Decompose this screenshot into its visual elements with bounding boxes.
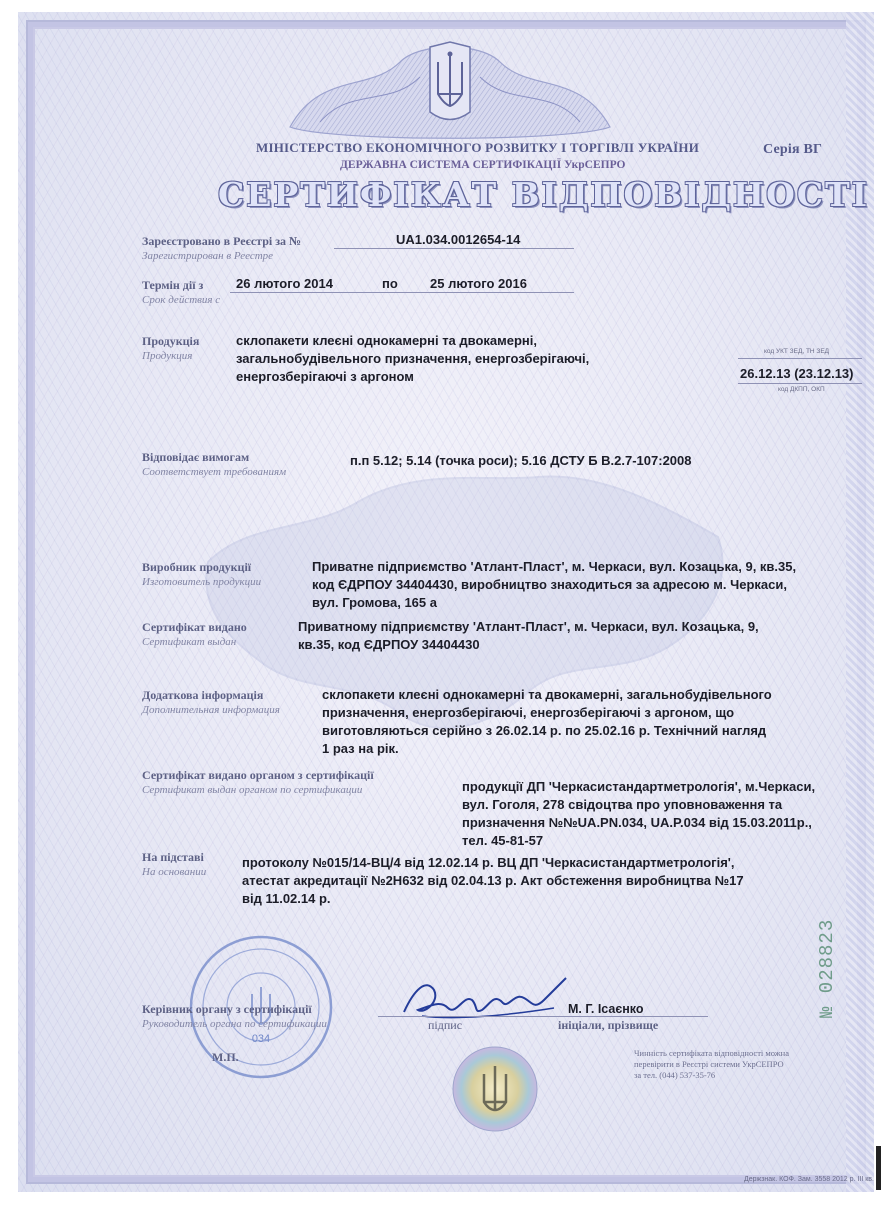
- stamp-number: 034: [251, 1033, 271, 1045]
- additional-info-label-ru: Дополнительная информация: [142, 704, 280, 716]
- manufacturer-line: вул. Громова, 165 а: [312, 595, 437, 610]
- verification-line: за тел. (044) 537-35-76: [634, 1070, 716, 1080]
- verification-line: перевірити в Реєстрі системи УкрСЕПРО: [634, 1059, 784, 1069]
- name-caption: ініціали, прізвище: [558, 1018, 659, 1032]
- manufacturer-label-ru: Изготовитель продукции: [142, 576, 262, 588]
- issued-to-label-ru: Сертификат выдан: [142, 636, 237, 648]
- ministry-title: МІНІСТЕРСТВО ЕКОНОМІЧНОГО РОЗВИТКУ І ТОРГІВЛІ УКРАЇНИ: [256, 140, 700, 155]
- validity-to: 25 лютого 2016: [430, 276, 527, 291]
- issuer-line: тел. 45-81-57: [462, 833, 544, 848]
- issued-to-line: Приватному підприємству 'Атлант-Пласт', м. Черкаси, вул. Козацька, 9,: [298, 619, 759, 634]
- head-label-ru: Руководитель органа по сертификации: [142, 1018, 327, 1030]
- issuer-line: вул. Гоголя, 278 свідоцтва про уповноваження та: [462, 797, 783, 812]
- hologram-trident-icon: [450, 1044, 540, 1134]
- manufacturer-details: [312, 558, 796, 612]
- product-line: загальнобудівельного призначення, енергозберігаючі,: [236, 351, 590, 366]
- product-code: 26.12.13 (23.12.13): [740, 366, 854, 381]
- requirements-label-ru: Соответствует требованиям: [142, 466, 287, 478]
- head-label: Керівник органу з сертифікації: [142, 1002, 312, 1016]
- basis-line: атестат акредитації №2Н632 від 02.04.13 р. Акт обстеження виробництва №17: [242, 873, 744, 888]
- issuer-label: Сертифікат видано органом з сертифікації: [142, 768, 374, 782]
- issued-to-label: Сертифікат видано: [142, 620, 247, 634]
- validity-to-label: по: [382, 276, 398, 291]
- issuer-details: [462, 778, 815, 850]
- basis-details: [242, 854, 744, 908]
- certificate-form: [18, 12, 874, 1192]
- additional-line: 1 раз на рік.: [322, 741, 399, 756]
- certificate-title: СЕРТИФІКАТ ВІДПОВІДНОСТІ: [218, 175, 870, 214]
- series-label: Серія ВГ: [763, 142, 823, 157]
- product-line: склопакети клеєні однокамерні та двокамерні,: [236, 333, 538, 348]
- manufacturer-line: код ЄДРПОУ 34404430, виробництво знаходиться за адресою м. Черкаси,: [312, 577, 787, 592]
- additional-info-label: Додаткова інформація: [142, 688, 264, 702]
- requirements-label: Відповідає вимогам: [142, 450, 250, 464]
- basis-line: протоколу №015/14-ВЦ/4 від 12.02.14 р. ВЦ ДП 'Черкасистандартметрологія',: [242, 855, 735, 870]
- product-label: Продукція: [142, 334, 200, 348]
- validity-from: 26 лютого 2014: [236, 276, 333, 291]
- product-line: енергозберігаючі з аргоном: [236, 369, 414, 384]
- validity-label-ru: Срок действия с: [142, 294, 221, 306]
- handwritten-signature: [394, 970, 574, 1030]
- manufacturer-line: Приватне підприємство 'Атлант-Пласт', м. Черкаси, вул. Козацька, 9, кв.35,: [312, 559, 797, 574]
- additional-line: призначення, енергозберігаючі, енергозберігаючі з аргоном, що: [322, 705, 735, 720]
- issued-to-line: кв.35, код ЄДРПОУ 34404430: [298, 637, 480, 652]
- basis-line: від 11.02.14 р.: [242, 891, 331, 906]
- registry-label-ru: Зарегистрирован в Реестре: [142, 250, 274, 262]
- additional-info-details: [322, 686, 772, 758]
- code-bottom-line: [738, 383, 862, 384]
- head-name: М. Г. Ісаєнко: [568, 1002, 644, 1016]
- signature-line: [378, 1016, 708, 1017]
- scan-edge-mark: [876, 1146, 881, 1190]
- validity-label: Термін дії з: [142, 278, 204, 292]
- printer-footer: Держзнак. КОФ. Зам. 3558 2012 р. ІІІ кв.: [744, 1176, 874, 1183]
- registry-number: UA1.034.0012654-14: [396, 232, 521, 247]
- serial-number: № 028823: [816, 918, 838, 1018]
- additional-line: склопакети клеєні однокамерні та двокамерні, загальнобудівельного: [322, 687, 772, 702]
- trident-banner-ornament: [280, 32, 620, 147]
- signature-caption: підпис: [428, 1018, 463, 1032]
- requirements-value: п.п 5.12; 5.14 (точка роси); 5.16 ДСТУ Б В.2.7-107:2008: [350, 453, 692, 468]
- basis-label-ru: На основании: [142, 866, 207, 878]
- issuer-line: призначення №№UA.PN.034, UA.P.034 від 15.03.2011р.,: [462, 815, 812, 830]
- registry-underline: [334, 248, 574, 249]
- issued-to-details: [298, 618, 759, 654]
- additional-line: виготовляються серійно з 26.02.14 р. по 25.02.16 р. Технічний нагляд: [322, 723, 767, 738]
- certification-system: ДЕРЖАВНА СИСТЕМА СЕРТИФІКАЦІЇ УкрСЕПРО: [340, 159, 626, 171]
- product-label-ru: Продукция: [142, 350, 193, 362]
- basis-label: На підставі: [142, 850, 204, 864]
- validity-underline: [230, 292, 574, 293]
- verification-note: [634, 1048, 789, 1081]
- code-top-line: [738, 358, 862, 359]
- product-description: [236, 332, 589, 386]
- issuer-line: продукції ДП 'Черкасистандартметрологія', м.Черкаси,: [462, 779, 816, 794]
- code-bottom-caption: код ДКПП, ОКП: [778, 386, 825, 393]
- code-top-caption: код УКТ ЗЕД, ТН ЗЕД: [764, 348, 830, 355]
- manufacturer-label: Виробник продукції: [142, 560, 252, 574]
- seal-place-label: М.П.: [212, 1050, 239, 1064]
- verification-line: Чинність сертифіката відповідності можна: [634, 1048, 790, 1058]
- registry-label: Зареєстровано в Реєстрі за №: [142, 234, 302, 248]
- issuer-label-ru: Сертификат выдан органом по сертификации: [142, 784, 363, 796]
